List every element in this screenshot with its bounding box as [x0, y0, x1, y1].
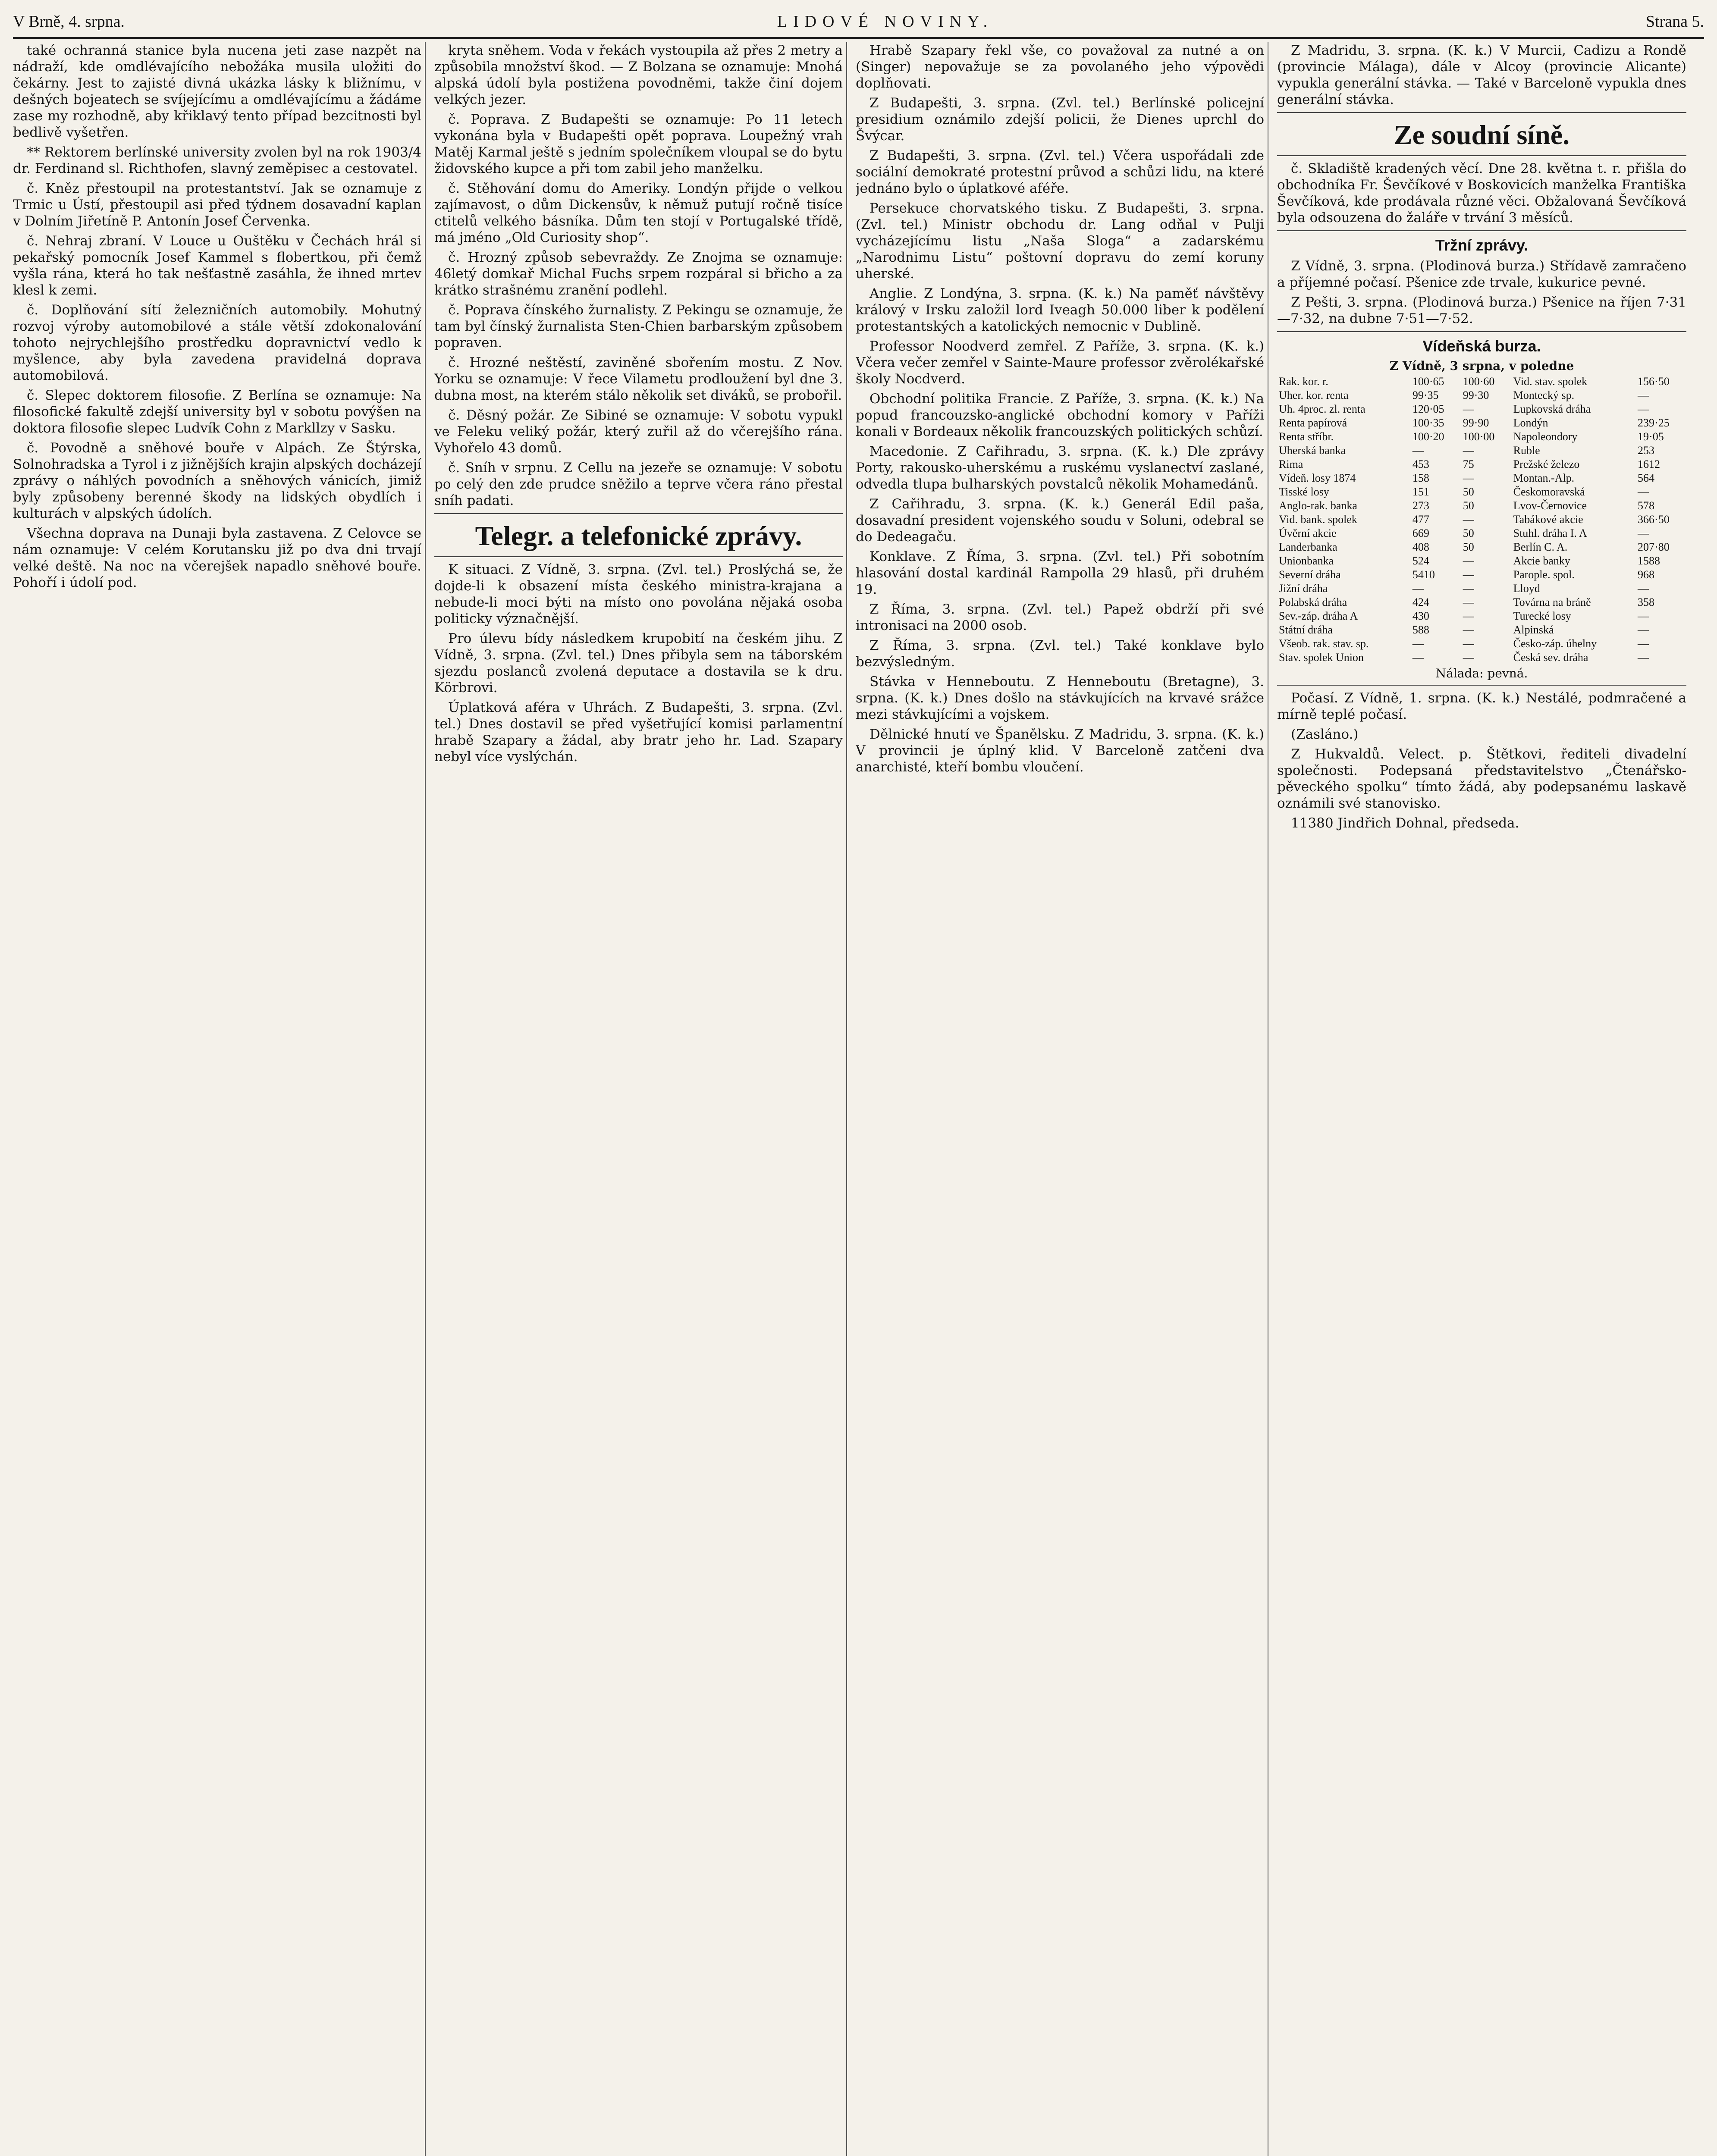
table-row	[1277, 416, 1686, 430]
table-cell: 273	[1412, 499, 1429, 512]
table-cell: 100·00	[1463, 430, 1495, 443]
table-cell: 408	[1412, 541, 1429, 553]
article-paragraph: Anglie. Z Londýna, 3. srpna. (K. k.) Na paměť návštěvy králový v Irsku založil lord Iveagh 50.000 liber k podělení protestantských a katolických nemocnic v Dublině.	[856, 286, 1264, 334]
table-cell: 239·25	[1638, 417, 1670, 429]
table-cell: —	[1412, 444, 1424, 457]
table-cell: Lloyd	[1513, 582, 1540, 595]
table-cell: 50	[1463, 527, 1474, 539]
article-paragraph: Z Cařihradu, 3. srpna. (K. k.) Generál Edil paša, dosavadní president vojenského soudu v Soluni, odebral se do Dedeagaču.	[856, 496, 1264, 545]
column-3	[856, 42, 1268, 2156]
article-paragraph: č. Doplňování sítí železničních automobily. Mohutný rozvoj výroby automobilové a stále větší zdokonalování tohoto nejrychlejšího prostředku dopravnictví vedlo k myšlence, aby byla zavedena pravidelná doprava automobilová.	[13, 302, 421, 383]
page-header	[13, 8, 1704, 35]
table-cell: —	[1638, 582, 1649, 595]
table-cell: 100·60	[1463, 375, 1495, 388]
article-paragraph: Pro úlevu bídy následkem krupobití na českém jihu. Z Vídně, 3. srpna. (Zvl. tel.) Dnes přibyla sem na táborském sjezdu poslanců zvolená deputace a dostavila se k dru. Körbrovi.	[434, 631, 843, 696]
table-cell: 524	[1412, 555, 1429, 567]
table-cell: Montan.-Alp.	[1513, 472, 1575, 484]
divider	[434, 556, 843, 557]
table-cell: 50	[1463, 541, 1474, 553]
bourse-title: Z Vídně, 3 srpna, v poledne	[1389, 359, 1574, 373]
article-paragraph: č. Stěhování domu do Ameriky. Londýn přijde o velkou zajímavost, o dům Dickensův, k němuž putují ročně tisíce ctitelů velkého básníka. Dům ten stojí v Portugalské třídě, má jméno „Old Curiosity shop“.	[434, 181, 843, 245]
table-cell: 424	[1412, 596, 1429, 608]
table-cell: 151	[1412, 486, 1429, 498]
table-row	[1277, 499, 1686, 513]
article-paragraph: č. Poprava. Z Budapešti se oznamuje: Po 11 letech vykonána byla v Budapešti opět poprava. Loupežný vrah Matěj Karmal ještě s jedním společníkem vloupal se do bytu židovského kupce a při tom zabil jeho manželku.	[434, 112, 843, 176]
table-cell: —	[1463, 582, 1474, 595]
divider	[1277, 331, 1686, 332]
table-cell: Tabákové akcie	[1513, 513, 1583, 526]
table-cell: —	[1638, 486, 1649, 498]
table-cell: —	[1463, 444, 1474, 457]
table-cell: 50	[1463, 499, 1474, 512]
table-cell: —	[1638, 527, 1649, 539]
article-paragraph: č. Hrozný způsob sebevraždy. Ze Znojma se oznamuje: 46letý domkař Michal Fuchs srpem rozpáral si břicho a za krátko strašnému zranění podlehl.	[434, 250, 843, 298]
table-cell: 366·50	[1638, 513, 1670, 526]
table-cell: 75	[1463, 458, 1474, 470]
article-paragraph: Z Budapešti, 3. srpna. (Zvl. tel.) Včera uspořádali zde sociální demokraté protestní průvod a schůzi lidu, na které jednáno bylo o úplatkové aféře.	[856, 148, 1264, 196]
table-cell: Českomoravská	[1513, 486, 1585, 498]
article-paragraph: č. Děsný požár. Ze Sibiné se oznamuje: V sobotu vypukl ve Feleku veliký požár, který zuřil až do včerejšího rána. Vyhořelo 43 domů.	[434, 407, 843, 456]
table-cell: 453	[1412, 458, 1429, 470]
column-1	[13, 42, 426, 2156]
table-cell: Uherská banka	[1279, 444, 1346, 457]
divider	[1277, 112, 1686, 113]
table-cell: Parople. spol.	[1513, 568, 1575, 581]
table-cell: Londýn	[1513, 417, 1548, 429]
article-paragraph: Všechna doprava na Dunaji byla zastavena. Z Celovce se nám oznamuje: V celém Korutansku již po dva dni trvají velké deště. Na noc na včerejšek napadlo sněhové bouře. Pohoří i údolí pod.	[13, 526, 421, 590]
table-cell: Anglo-rak. banka	[1279, 499, 1357, 512]
article-paragraph: č. Skladiště kradených věcí. Dne 28. května t. r. přišla do obchodníka Fr. Ševčíkové v Boskovicích manželka Františka Ševčíková, kde prodávala různé věci. Obžalovaná Ševčíková byla odsouzena do žaláře v trvání 3 měsíců.	[1277, 161, 1686, 226]
table-cell: Berlín C. A.	[1513, 541, 1568, 553]
table-cell: —	[1463, 472, 1474, 484]
table-cell: 5410	[1412, 568, 1435, 581]
table-cell: 100·65	[1412, 375, 1444, 388]
article-paragraph: Z Říma, 3. srpna. (Zvl. tel.) Také konklave bylo bezvýsledným.	[856, 638, 1264, 670]
divider	[1277, 230, 1686, 231]
article-paragraph: Z Říma, 3. srpna. (Zvl. tel.) Papež obdrží při své intronisaci na 2000 osob.	[856, 602, 1264, 633]
table-row	[1277, 582, 1686, 595]
article-paragraph: Z Budapešti, 3. srpna. (Zvl. tel.) Berlínské policejní presidium oznámilo zdejší policii, že Dienes uprchl do Švýcar.	[856, 95, 1264, 144]
table-cell: Továrna na bráně	[1513, 596, 1591, 608]
columns	[13, 42, 1704, 2156]
article-paragraph: Persekuce chorvatského tisku. Z Budapešti, 3. srpna. (Zvl. tel.) Ministr obchodu dr. Lang odňal v Pulji vycházejícímu listu „Naša Sloga“ a zadarskému „Narodnimu Listu“ poštovní dopravu do zemí koruny uherské.	[856, 201, 1264, 282]
article-paragraph: 11380 Jindřich Dohnal, předseda.	[1291, 815, 1519, 831]
article-paragraph: Konklave. Z Říma, 3. srpna. (Zvl. tel.) Při sobotním hlasování dostal kardinál Rampolla 29 hlasů, při druhém 19.	[856, 549, 1264, 597]
divider	[434, 513, 843, 514]
table-cell: —	[1638, 403, 1649, 415]
article-paragraph: Počasí. Z Vídně, 1. srpna. (K. k.) Nestálé, podmračené a mírně teplé počasí.	[1277, 690, 1686, 722]
table-cell: 120·05	[1412, 403, 1444, 415]
article-paragraph: Z Hukvaldů. Velect. p. Štětkovi, řediteli divadelní společnosti. Podepsaná představitelstvo „Čtenářsko-pěveckého spolku“ tímto žádá, aby podepsanému laskavě oznámili své stanovisko.	[1277, 746, 1686, 811]
column-2	[434, 42, 847, 2156]
table-cell: Sev.-záp. dráha A	[1279, 610, 1358, 622]
article-paragraph: Obchodní politika Francie. Z Paříže, 3. srpna. (K. k.) Na popud francouzsko-anglické obchodní komory v Paříži konali v Bordeaux několik francouzských politických schůzí.	[856, 391, 1264, 439]
table-cell: —	[1463, 596, 1474, 608]
table-cell: —	[1463, 610, 1474, 622]
masthead: LIDOVÉ NOVINY.	[777, 13, 994, 31]
table-cell: Lvov-Černovice	[1513, 499, 1587, 512]
table-cell: 477	[1412, 513, 1429, 526]
article-paragraph: č. Hrozné neštěstí, zaviněné sbořením mostu. Z Nov. Yorku se oznamuje: V řece Vilametu prodloužení byl dne 3. dubna most, na kterém stálo několik set diváků, se probořil.	[434, 355, 843, 403]
table-cell: Alpinská	[1513, 624, 1554, 636]
table-cell: 430	[1412, 610, 1429, 622]
table-cell: Severní dráha	[1279, 568, 1341, 581]
table-cell: 50	[1463, 486, 1474, 498]
table-cell: —	[1638, 610, 1649, 622]
table-cell: 19·05	[1638, 430, 1664, 443]
table-cell: Akcie banky	[1513, 555, 1570, 567]
table-cell: 358	[1638, 596, 1655, 608]
article-paragraph: č. Nehraj zbraní. V Louce u Ouštěku v Čechách hrál si pekařský pomocník Josef Kammel s flobertkou, při čemž vyšla rána, která ho tak nešťastně zasáhla, že ihned mrtev klesl k zemi.	[13, 233, 421, 298]
table-cell: 158	[1412, 472, 1429, 484]
article-paragraph: č. Kněz přestoupil na protestantství. Jak se oznamuje z Trmic u Ústí, přestoupil asi před týdnem dosavadní kaplan v Dolním Jiřetíně P. Antonín Josef Červenka.	[13, 181, 421, 229]
article-paragraph: (Zasláno.)	[1291, 727, 1359, 742]
table-cell: Stuhl. dráha I. A	[1513, 527, 1587, 539]
table-cell: Stav. spolek Union	[1279, 651, 1364, 664]
table-cell: 156·50	[1638, 375, 1670, 388]
table-cell: Polabská dráha	[1279, 596, 1347, 608]
header-date: V Brně, 4. srpna.	[13, 13, 125, 31]
table-cell: —	[1463, 624, 1474, 636]
table-row	[1277, 651, 1686, 664]
table-row	[1277, 485, 1686, 499]
table-cell: Úvěrní akcie	[1279, 527, 1337, 539]
table-cell: Landerbanka	[1279, 541, 1337, 553]
table-cell: Česko-záp. úhelny	[1513, 637, 1597, 650]
table-cell: Prežské železo	[1513, 458, 1580, 470]
article-paragraph: Stávka v Henneboutu. Z Henneboutu (Bretagne), 3. srpna. (K. k.) Dnes došlo na stávkujících na krvavé srážce mezi stávkujícími a vojskem.	[856, 674, 1264, 722]
table-row	[1277, 430, 1686, 444]
article-paragraph: č. Poprava čínského žurnalisty. Z Pekingu se oznamuje, že tam byl čínský žurnalista Sten-Chien barbarským způsobem popraven.	[434, 302, 843, 351]
table-row	[1277, 526, 1686, 540]
table-cell: Všeob. rak. stav. sp.	[1279, 637, 1369, 650]
table-cell: Montecký sp.	[1513, 389, 1575, 401]
bourse-table	[1277, 375, 1686, 664]
table-cell: —	[1412, 651, 1424, 664]
table-cell: Vid. bank. spolek	[1279, 513, 1357, 526]
table-cell: Ruble	[1513, 444, 1540, 457]
article-paragraph: Z Madridu, 3. srpna. (K. k.) V Murcii, Cadizu a Rondě (provincie Málaga), dále v Alcoy (provincie Alicante) vypukla generální stávka. — Také v Barceloně vypukla dnes generální stávka.	[1277, 43, 1686, 107]
table-row	[1277, 554, 1686, 568]
table-cell: —	[1463, 568, 1474, 581]
section-heading: Telegr. a telefonické zprávy.	[475, 520, 802, 551]
table-cell: 99·35	[1412, 389, 1439, 401]
table-cell: —	[1463, 651, 1474, 664]
table-cell: Vídeň. losy 1874	[1279, 472, 1356, 484]
table-cell: 968	[1638, 568, 1655, 581]
article-paragraph: Macedonie. Z Cařihradu, 3. srpna. (K. k.) Dle zprávy Porty, rakousko-uherskému a ruskému vyslanectví zaslané, odvedla tlupa bulharských povstalců několik Mohamedánů.	[856, 444, 1264, 492]
table-cell: 1612	[1638, 458, 1660, 470]
table-cell: Jižní dráha	[1279, 582, 1328, 595]
column-4	[1277, 42, 1690, 2156]
table-row	[1277, 637, 1686, 651]
article-paragraph: ** Rektorem berlínské university zvolen byl na rok 1903/4 dr. Ferdinand sl. Richthofen, slavný zeměpisec a cestovatel.	[13, 144, 421, 176]
table-row	[1277, 540, 1686, 554]
table-cell: 669	[1412, 527, 1429, 539]
article-paragraph: Z Vídně, 3. srpna. (Plodinová burza.) Střídavě zamračeno a příjemné počasí. Pšenice zde trvale, kukurice pevné.	[1277, 258, 1686, 290]
table-cell: Uh. 4proc. zl. renta	[1279, 403, 1365, 415]
table-cell: 578	[1638, 499, 1655, 512]
table-row	[1277, 471, 1686, 485]
table-cell: —	[1463, 403, 1474, 415]
table-cell: —	[1638, 637, 1649, 650]
table-cell: Tisské losy	[1279, 486, 1329, 498]
article-paragraph: kryta sněhem. Voda v řekách vystoupila až přes 2 metry a způsobila množství škod. — Z Bolzana se oznamuje: Mnohá alpská údolí byla postižena povodněmi, takže činí dojem velkých jezer.	[434, 43, 843, 107]
table-cell: —	[1638, 389, 1649, 401]
table-cell: Uher. kor. renta	[1279, 389, 1349, 401]
table-cell: —	[1463, 555, 1474, 567]
table-row	[1277, 444, 1686, 458]
table-cell: —	[1638, 624, 1649, 636]
article-paragraph: Hrabě Szapary řekl vše, co považoval za nutné a on (Singer) nepovažuje se za povolaného jeho výpovědi doplňovati.	[856, 43, 1264, 91]
table-cell: Lupkovská dráha	[1513, 403, 1591, 415]
article-paragraph: K situaci. Z Vídně, 3. srpna. (Zvl. tel.) Proslýchá se, že dojde-li k obsazení místa českého ministra-krajana a nebude-li moci býti na místo ono povolána nějaká osoba politicky význačnější.	[434, 562, 843, 627]
article-paragraph: Z Pešti, 3. srpna. (Plodinová burza.) Pšenice na říjen 7·31—7·32, na dubne 7·51—7·52.	[1277, 295, 1686, 326]
table-row	[1277, 389, 1686, 402]
table-cell: 588	[1412, 624, 1429, 636]
table-cell: —	[1412, 582, 1424, 595]
article-paragraph: také ochranná stanice byla nucena jeti zase nazpět na nádraží, kde omdlévajícího nebožáka musila uložiti do čekárny. Jest to zajisté divná ukázka lásky k bližnímu, v dešných bojeatech se svíjejícímu a omdlévajícímu a žádáme zase my rozhodně, aby křiklavý tento případ bezcitnosti byl bedlivě vyšetřen.	[13, 43, 421, 140]
table-row	[1277, 568, 1686, 582]
table-cell: Renta stříbr.	[1279, 430, 1334, 443]
table-cell: 100·35	[1412, 417, 1444, 429]
table-cell: Napoleondory	[1513, 430, 1578, 443]
table-cell: 207·80	[1638, 541, 1670, 553]
article-paragraph: Professor Noodverd zemřel. Z Paříže, 3. srpna. (K. k.) Včera večer zemřel v Sainte-Maure professor zvěrolékařské školy Nocdverd.	[856, 338, 1264, 387]
table-cell: Rak. kor. r.	[1279, 375, 1328, 388]
table-row	[1277, 458, 1686, 471]
section-heading: Tržní zprávy.	[1435, 236, 1529, 254]
table-row	[1277, 609, 1686, 623]
bourse-note: Nálada: pevná.	[1435, 666, 1528, 680]
table-cell: Česká sev. dráha	[1513, 651, 1588, 664]
table-cell: Turecké losy	[1513, 610, 1571, 622]
article-paragraph: č. Povodně a sněhové bouře v Alpách. Ze Štýrska, Solnohradska a Tyrol i z jižnějších krajin alpských docházejí zprávy o náhlých povodních a sněhových vánicích, jimiž byly způsobeny berenné škody na lidských obydlích i kulturách v alpských údolích.	[13, 440, 421, 521]
header-rule	[13, 37, 1704, 39]
table-cell: 1588	[1638, 555, 1660, 567]
table-cell: 100·20	[1412, 430, 1444, 443]
table-cell: 253	[1638, 444, 1655, 457]
table-cell: 564	[1638, 472, 1655, 484]
divider	[1277, 685, 1686, 686]
table-cell: —	[1463, 513, 1474, 526]
table-cell: Státní dráha	[1279, 624, 1333, 636]
table-cell: 99·90	[1463, 417, 1489, 429]
table-row	[1277, 595, 1686, 609]
article-paragraph: Úplatková aféra v Uhrách. Z Budapešti, 3. srpna. (Zvl. tel.) Dnes dostavil se před vyšetřující komisi parlamentní hrabě Szapary a žádal, aby bratr jeho hr. Lad. Szapary nebyl více vyslýchán.	[434, 700, 843, 765]
table-row	[1277, 513, 1686, 526]
section-heading: Ze soudní síně.	[1394, 119, 1570, 150]
divider	[1277, 155, 1686, 156]
table-cell: Rima	[1279, 458, 1303, 470]
table-cell: —	[1638, 651, 1649, 664]
table-cell: —	[1463, 637, 1474, 650]
article-paragraph: č. Sníh v srpnu. Z Cellu na jezeře se oznamuje: V sobotu po celý den zde prudce sněžilo a teprve včera ráno přestal sníh padati.	[434, 460, 843, 508]
table-row	[1277, 375, 1686, 389]
section-heading: Vídeňská burza.	[1422, 337, 1541, 355]
table-cell: Vid. stav. spolek	[1513, 375, 1588, 388]
article-paragraph: Dělnické hnutí ve Španělsku. Z Madridu, 3. srpna. (K. k.) V provincii je úplný klid. V Barceloně zatčeni dva anarchisté, kteří bombu vloučení.	[856, 727, 1264, 775]
table-row	[1277, 623, 1686, 637]
article-paragraph: č. Slepec doktorem filosofie. Z Berlína se oznamuje: Na filosofické fakultě zdejší university byl v sobotu povýšen na doktora filosofie slepec Ludvík Cohn z Markllzy v Sasku.	[13, 388, 421, 436]
table-row	[1277, 402, 1686, 416]
table-cell: Unionbanka	[1279, 555, 1334, 567]
table-cell: 99·30	[1463, 389, 1489, 401]
page-number: Strana 5.	[1645, 13, 1704, 31]
table-cell: —	[1412, 637, 1424, 650]
table-cell: Renta papírová	[1279, 417, 1347, 429]
